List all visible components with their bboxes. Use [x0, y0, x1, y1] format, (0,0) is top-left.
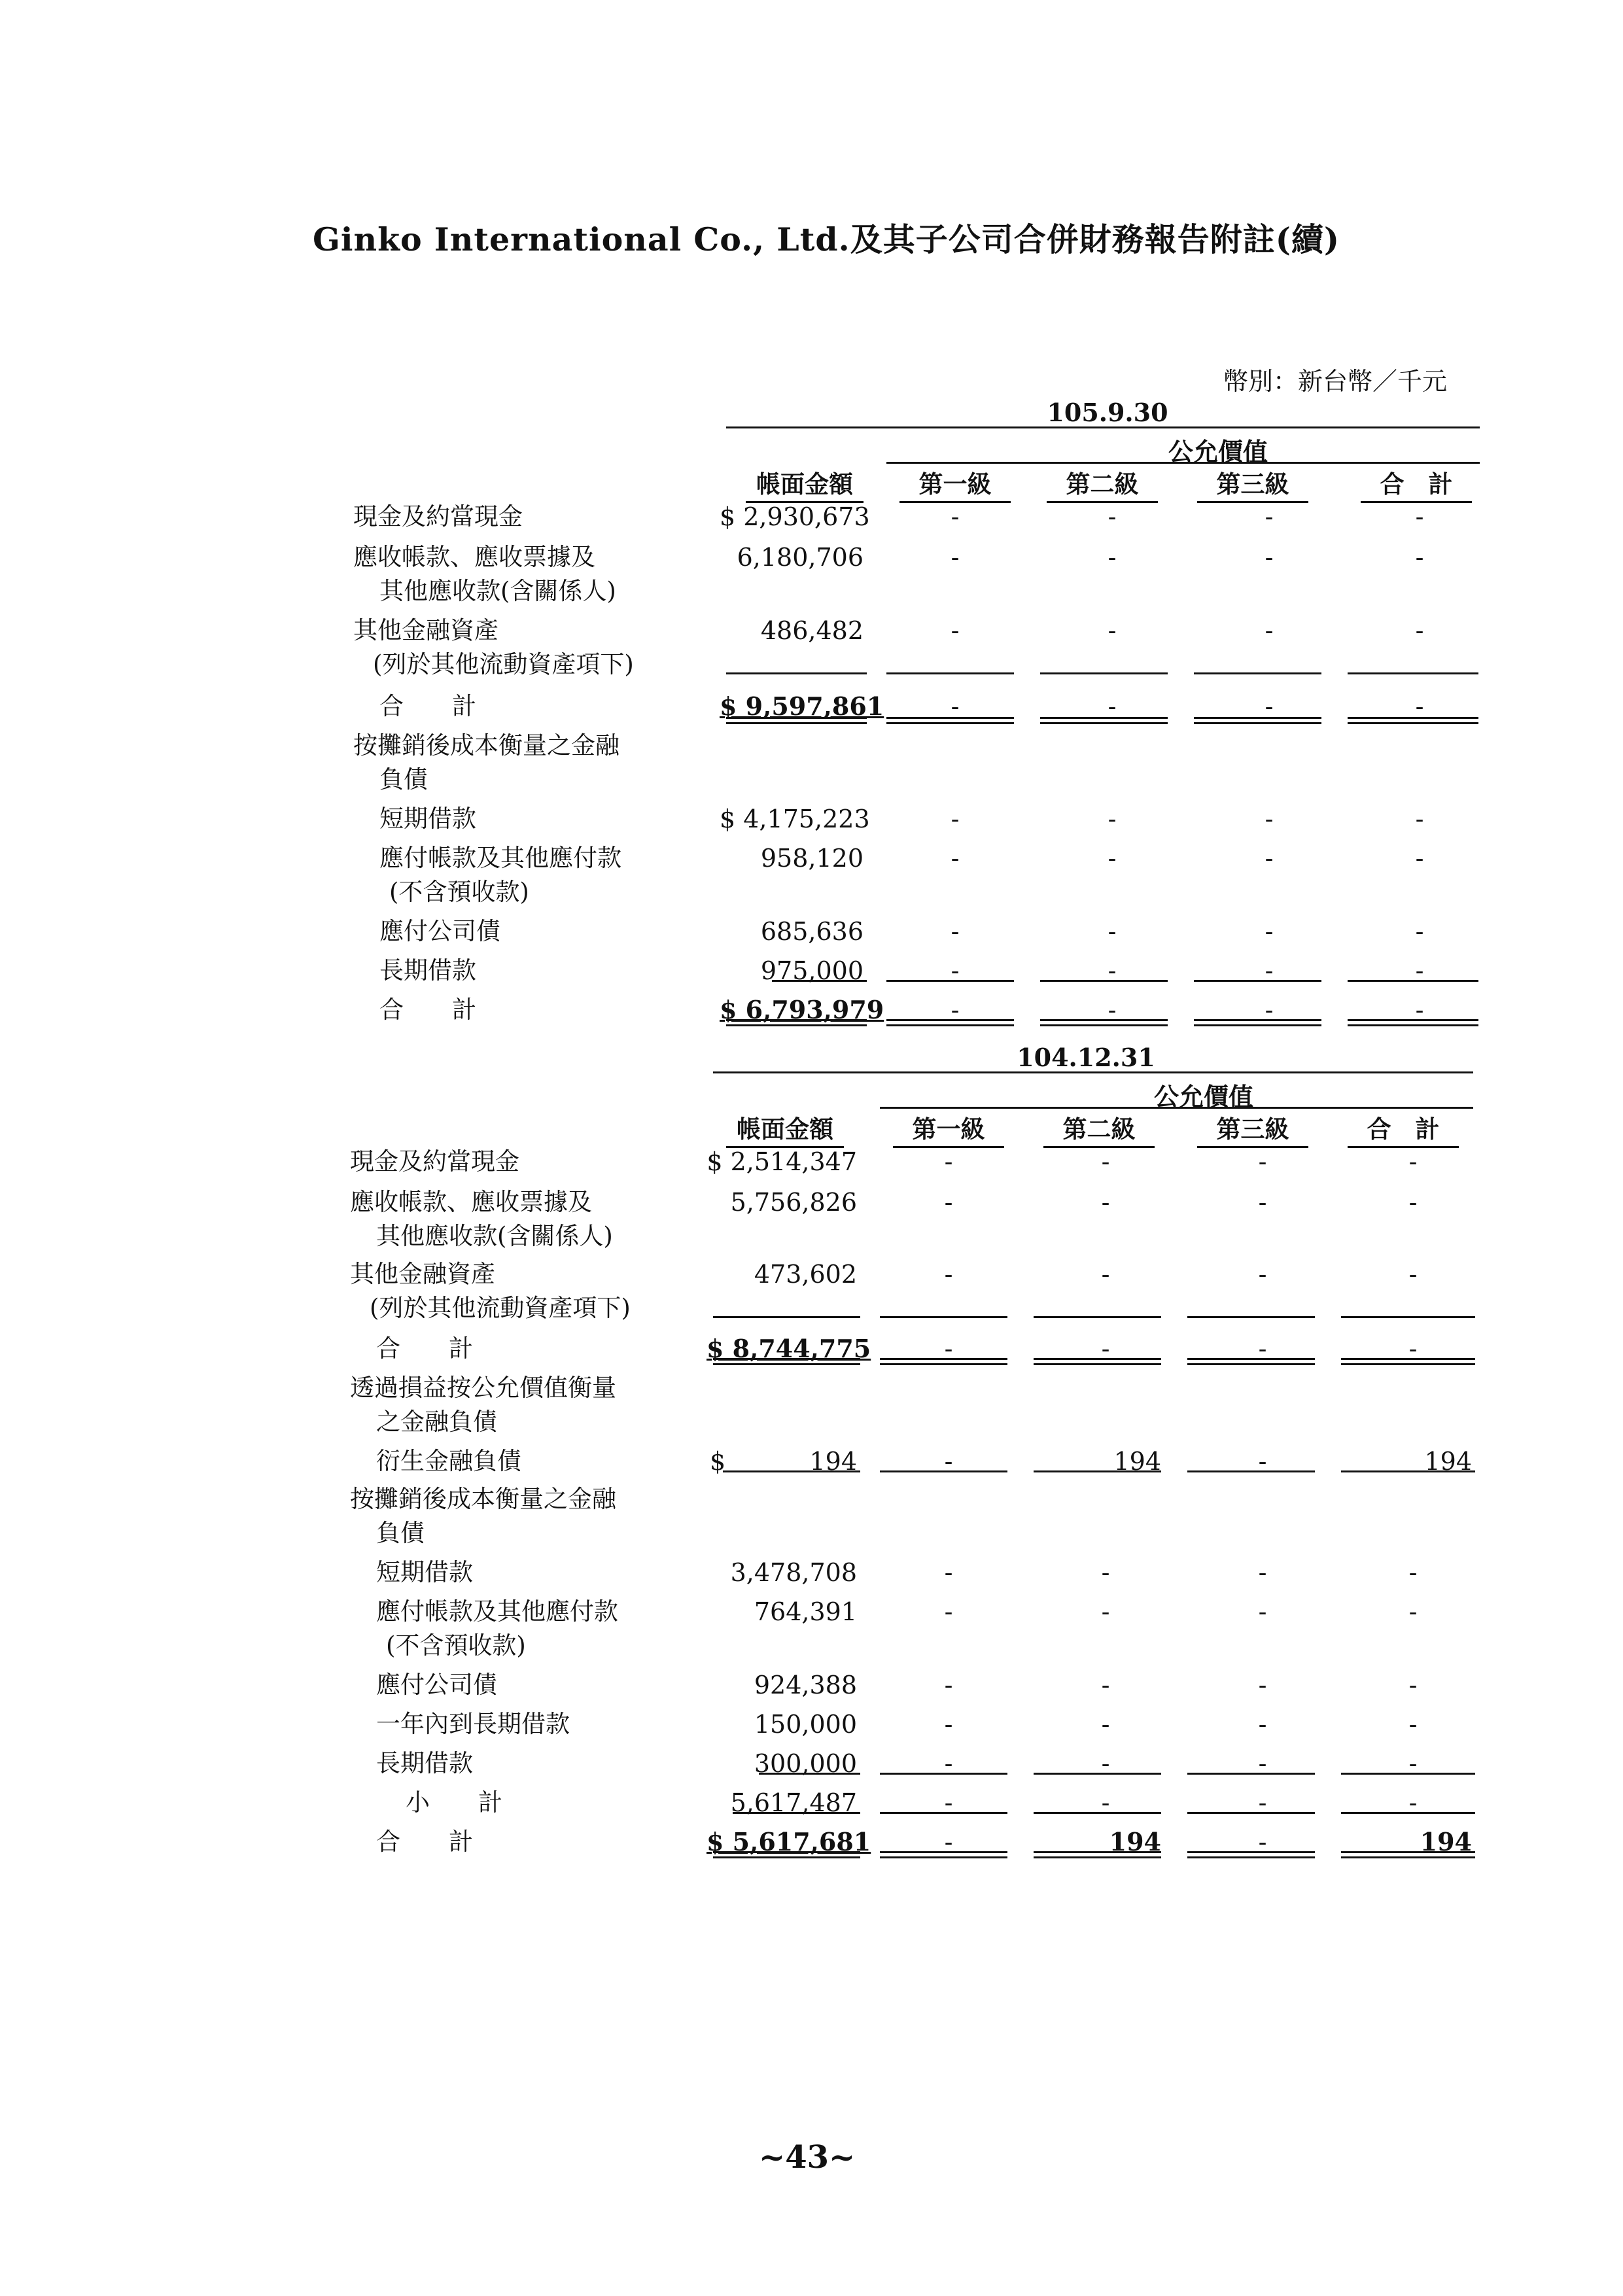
double-underline	[880, 1851, 1007, 1858]
carrying-value: 300,000	[754, 1749, 857, 1778]
total-value: 194	[1424, 1447, 1472, 1476]
carrying-value: 764,391	[754, 1597, 857, 1626]
currency-unit-note: 幣別：新台幣／千元	[1223, 367, 1448, 396]
level2-value: -	[1101, 1597, 1110, 1626]
level2-value: -	[1101, 1260, 1110, 1289]
underline	[726, 672, 867, 674]
level3-value: -	[1258, 1260, 1267, 1289]
page-number: ~43~	[759, 2139, 856, 2176]
level1-value: -	[944, 1558, 953, 1587]
row-label-cont: 其他應收款(含關係人)	[379, 577, 616, 605]
total-value: -	[1408, 1788, 1418, 1817]
level1-value: -	[944, 1188, 953, 1217]
level1-value: -	[944, 1447, 953, 1476]
underline	[1034, 1773, 1161, 1775]
row-label: 應收帳款、應收票據及	[350, 1188, 592, 1216]
level2-value: 194	[1109, 1827, 1161, 1856]
level3-value: -	[1265, 616, 1274, 645]
col-header-level2: 第二級	[1047, 464, 1158, 503]
row-label: 短期借款	[376, 1558, 473, 1586]
underline	[880, 1316, 1007, 1318]
level3-value: -	[1265, 502, 1274, 531]
level2-value: -	[1101, 1147, 1110, 1176]
underline	[772, 980, 867, 982]
level1-value: -	[944, 1828, 953, 1856]
underline	[880, 1812, 1007, 1814]
col-header-level1: 第一級	[899, 464, 1011, 503]
level2-value: -	[1101, 1671, 1110, 1699]
total-value: -	[1408, 1671, 1418, 1699]
level2-value: -	[1108, 956, 1117, 985]
divider	[880, 1107, 1473, 1109]
underline	[1348, 980, 1478, 982]
level2-value: 194	[1113, 1447, 1161, 1476]
level2-value: -	[1101, 1558, 1110, 1587]
level3-value: -	[1258, 1597, 1267, 1626]
carrying-value: 5,617,487	[730, 1788, 857, 1817]
underline	[880, 1470, 1007, 1472]
row-label-total: 合 計	[379, 996, 476, 1024]
level2-value: -	[1108, 917, 1117, 946]
section-heading: 按攤銷後成本衡量之金融	[353, 731, 620, 759]
level1-value: -	[944, 1147, 953, 1176]
underline	[1040, 672, 1168, 674]
total-value: -	[1408, 1260, 1418, 1289]
section-heading-cont: 負債	[379, 765, 428, 793]
col-header-carrying: 帳面金額	[726, 1109, 844, 1148]
level3-value: -	[1258, 1447, 1267, 1476]
row-label: 衍生金融負債	[376, 1447, 521, 1475]
underline	[713, 1316, 860, 1318]
underline	[880, 1773, 1007, 1775]
carrying-value: 473,602	[754, 1260, 857, 1289]
carrying-value: 194	[809, 1447, 857, 1476]
level1-value: -	[951, 543, 960, 572]
total-value: -	[1415, 692, 1424, 721]
level3-value: -	[1265, 805, 1274, 833]
carrying-value: $ 2,930,673	[720, 502, 870, 531]
carrying-value: 5,756,826	[730, 1188, 857, 1217]
underline	[1034, 1812, 1161, 1814]
row-label: 一年內到長期借款	[376, 1710, 570, 1738]
underline	[1034, 1470, 1161, 1472]
total-value: -	[1408, 1710, 1418, 1739]
carrying-value: $ 5,617,681	[707, 1827, 871, 1856]
carrying-value: $ 4,175,223	[720, 805, 870, 833]
carrying-value: 150,000	[754, 1710, 857, 1739]
carrying-value: 958,120	[760, 844, 864, 873]
carrying-value: 685,636	[760, 917, 864, 946]
underline	[1194, 980, 1321, 982]
double-underline	[713, 1358, 860, 1365]
underline	[1341, 1470, 1475, 1472]
total-value: -	[1415, 805, 1424, 833]
carrying-value: $ 2,514,347	[707, 1147, 857, 1176]
underline	[1348, 672, 1478, 674]
level1-value: -	[951, 917, 960, 946]
level1-value: -	[944, 1788, 953, 1817]
page-title: Ginko International Co., Ltd.及其子公司合併財務報告附註(續)	[313, 220, 1340, 258]
row-label-cont: (列於其他流動資產項下)	[373, 650, 634, 678]
row-label: 現金及約當現金	[350, 1147, 519, 1175]
double-underline	[1040, 717, 1168, 724]
row-label-cont: (不含預收款)	[386, 1631, 526, 1660]
underline	[1187, 1773, 1315, 1775]
fair-value-header: 公允價值	[1168, 437, 1268, 466]
section-heading: 透過損益按公允價值衡量	[350, 1374, 616, 1402]
level2-value: -	[1108, 805, 1117, 833]
double-underline	[726, 717, 867, 724]
level1-value: -	[951, 616, 960, 645]
level1-value: -	[951, 996, 960, 1024]
row-label-total: 合 計	[376, 1334, 473, 1363]
col-header-level2: 第二級	[1043, 1109, 1155, 1148]
underline	[723, 1470, 860, 1472]
total-value: -	[1408, 1597, 1418, 1626]
total-value: -	[1408, 1558, 1418, 1587]
level3-value: -	[1265, 917, 1274, 946]
level3-value: -	[1258, 1710, 1267, 1739]
row-label: 現金及約當現金	[353, 502, 523, 531]
divider	[713, 1071, 1473, 1073]
level1-value: -	[951, 805, 960, 833]
carrying-value: 3,478,708	[730, 1558, 857, 1587]
section-heading: 按攤銷後成本衡量之金融	[350, 1485, 616, 1513]
total-value: -	[1408, 1334, 1418, 1363]
total-value: -	[1415, 502, 1424, 531]
level3-value: -	[1258, 1749, 1267, 1778]
underline	[733, 1812, 860, 1814]
level3-value: -	[1258, 1188, 1267, 1217]
divider	[886, 462, 1480, 464]
underline	[1034, 1316, 1161, 1318]
double-underline	[726, 1019, 867, 1026]
total-value: -	[1415, 956, 1424, 985]
dollar-sign: $	[710, 1447, 726, 1476]
row-label-cont: (不含預收款)	[389, 878, 529, 906]
level2-value: -	[1108, 844, 1117, 873]
col-header-total: 合 計	[1361, 464, 1472, 503]
level1-value: -	[944, 1260, 953, 1289]
col-header-level3: 第三級	[1197, 464, 1308, 503]
row-label: 長期借款	[379, 956, 476, 984]
underline	[1341, 1316, 1475, 1318]
double-underline	[1348, 717, 1478, 724]
underline	[1187, 1316, 1315, 1318]
total-value: -	[1408, 1749, 1418, 1778]
level1-value: -	[951, 844, 960, 873]
row-label: 長期借款	[376, 1749, 473, 1777]
carrying-value: $ 8,744,775	[707, 1334, 871, 1363]
double-underline	[1341, 1851, 1475, 1858]
level2-value: -	[1108, 692, 1117, 721]
level3-value: -	[1265, 996, 1274, 1024]
underline	[886, 672, 1014, 674]
section-heading-cont: 負債	[376, 1519, 425, 1547]
double-underline	[1187, 1851, 1315, 1858]
carrying-value: 924,388	[754, 1671, 857, 1699]
level2-value: -	[1108, 616, 1117, 645]
double-underline	[1034, 1358, 1161, 1365]
level1-value: -	[944, 1334, 953, 1363]
level1-value: -	[951, 502, 960, 531]
double-underline	[1341, 1358, 1475, 1365]
row-label-subtotal: 小 計	[406, 1788, 502, 1817]
level3-value: -	[1265, 543, 1274, 572]
underline	[1040, 980, 1168, 982]
underline	[1341, 1773, 1475, 1775]
row-label-cont: (列於其他流動資產項下)	[370, 1294, 631, 1322]
total-value: -	[1415, 844, 1424, 873]
level1-value: -	[944, 1671, 953, 1699]
level2-value: -	[1101, 1188, 1110, 1217]
level1-value: -	[951, 956, 960, 985]
row-label-cont: 其他應收款(含關係人)	[376, 1222, 613, 1250]
section-heading-cont: 之金融負債	[376, 1408, 497, 1436]
level3-value: -	[1258, 1828, 1267, 1856]
level1-value: -	[951, 692, 960, 721]
col-header-total: 合 計	[1348, 1109, 1459, 1148]
level3-value: -	[1265, 692, 1274, 721]
total-value: -	[1408, 1147, 1418, 1176]
level1-value: -	[944, 1710, 953, 1739]
level3-value: -	[1258, 1147, 1267, 1176]
table-date: 105.9.30	[1047, 398, 1168, 427]
carrying-value: 486,482	[760, 616, 864, 645]
level3-value: -	[1258, 1671, 1267, 1699]
total-value: -	[1415, 996, 1424, 1024]
fair-value-header: 公允價值	[1153, 1082, 1253, 1111]
double-underline	[880, 1358, 1007, 1365]
row-label: 應付帳款及其他應付款	[376, 1597, 618, 1626]
total-value: -	[1415, 616, 1424, 645]
level3-value: -	[1258, 1334, 1267, 1363]
col-header-carrying: 帳面金額	[746, 464, 864, 503]
level1-value: -	[944, 1749, 953, 1778]
double-underline	[1194, 717, 1321, 724]
table-date: 104.12.31	[1017, 1043, 1155, 1072]
underline	[1194, 672, 1321, 674]
level2-value: -	[1101, 1788, 1110, 1817]
double-underline	[886, 717, 1014, 724]
total-value: -	[1408, 1188, 1418, 1217]
level3-value: -	[1258, 1788, 1267, 1817]
double-underline	[713, 1851, 860, 1858]
double-underline	[1034, 1851, 1161, 1858]
carrying-value: $ 9,597,861	[720, 691, 884, 721]
double-underline	[1348, 1019, 1478, 1026]
carrying-value: $ 6,793,979	[720, 995, 884, 1024]
level2-value: -	[1108, 996, 1117, 1024]
level2-value: -	[1101, 1334, 1110, 1363]
row-label: 應付公司債	[379, 917, 500, 945]
row-label: 應付帳款及其他應付款	[379, 844, 621, 872]
level2-value: -	[1101, 1749, 1110, 1778]
col-header-level1: 第一級	[893, 1109, 1004, 1148]
double-underline	[1187, 1358, 1315, 1365]
row-label-total: 合 計	[379, 692, 476, 720]
divider	[726, 426, 1480, 428]
total-value: -	[1415, 543, 1424, 572]
row-label: 短期借款	[379, 805, 476, 833]
underline	[886, 980, 1014, 982]
level2-value: -	[1108, 543, 1117, 572]
row-label: 其他金融資產	[353, 616, 498, 644]
double-underline	[1040, 1019, 1168, 1026]
underline	[1341, 1812, 1475, 1814]
level3-value: -	[1258, 1558, 1267, 1587]
double-underline	[886, 1019, 1014, 1026]
row-label-total: 合 計	[376, 1828, 473, 1856]
level1-value: -	[944, 1597, 953, 1626]
total-value: -	[1415, 917, 1424, 946]
row-label: 其他金融資產	[350, 1260, 495, 1288]
level3-value: -	[1265, 956, 1274, 985]
underline	[759, 1773, 860, 1775]
double-underline	[1194, 1019, 1321, 1026]
level2-value: -	[1101, 1710, 1110, 1739]
col-header-level3: 第三級	[1197, 1109, 1308, 1148]
underline	[1187, 1812, 1315, 1814]
level3-value: -	[1265, 844, 1274, 873]
total-value: 194	[1420, 1827, 1472, 1856]
row-label: 應收帳款、應收票據及	[353, 543, 595, 571]
carrying-value: 6,180,706	[737, 543, 864, 572]
level2-value: -	[1108, 502, 1117, 531]
row-label: 應付公司債	[376, 1671, 497, 1699]
underline	[1187, 1470, 1315, 1472]
carrying-value: 975,000	[760, 956, 864, 985]
